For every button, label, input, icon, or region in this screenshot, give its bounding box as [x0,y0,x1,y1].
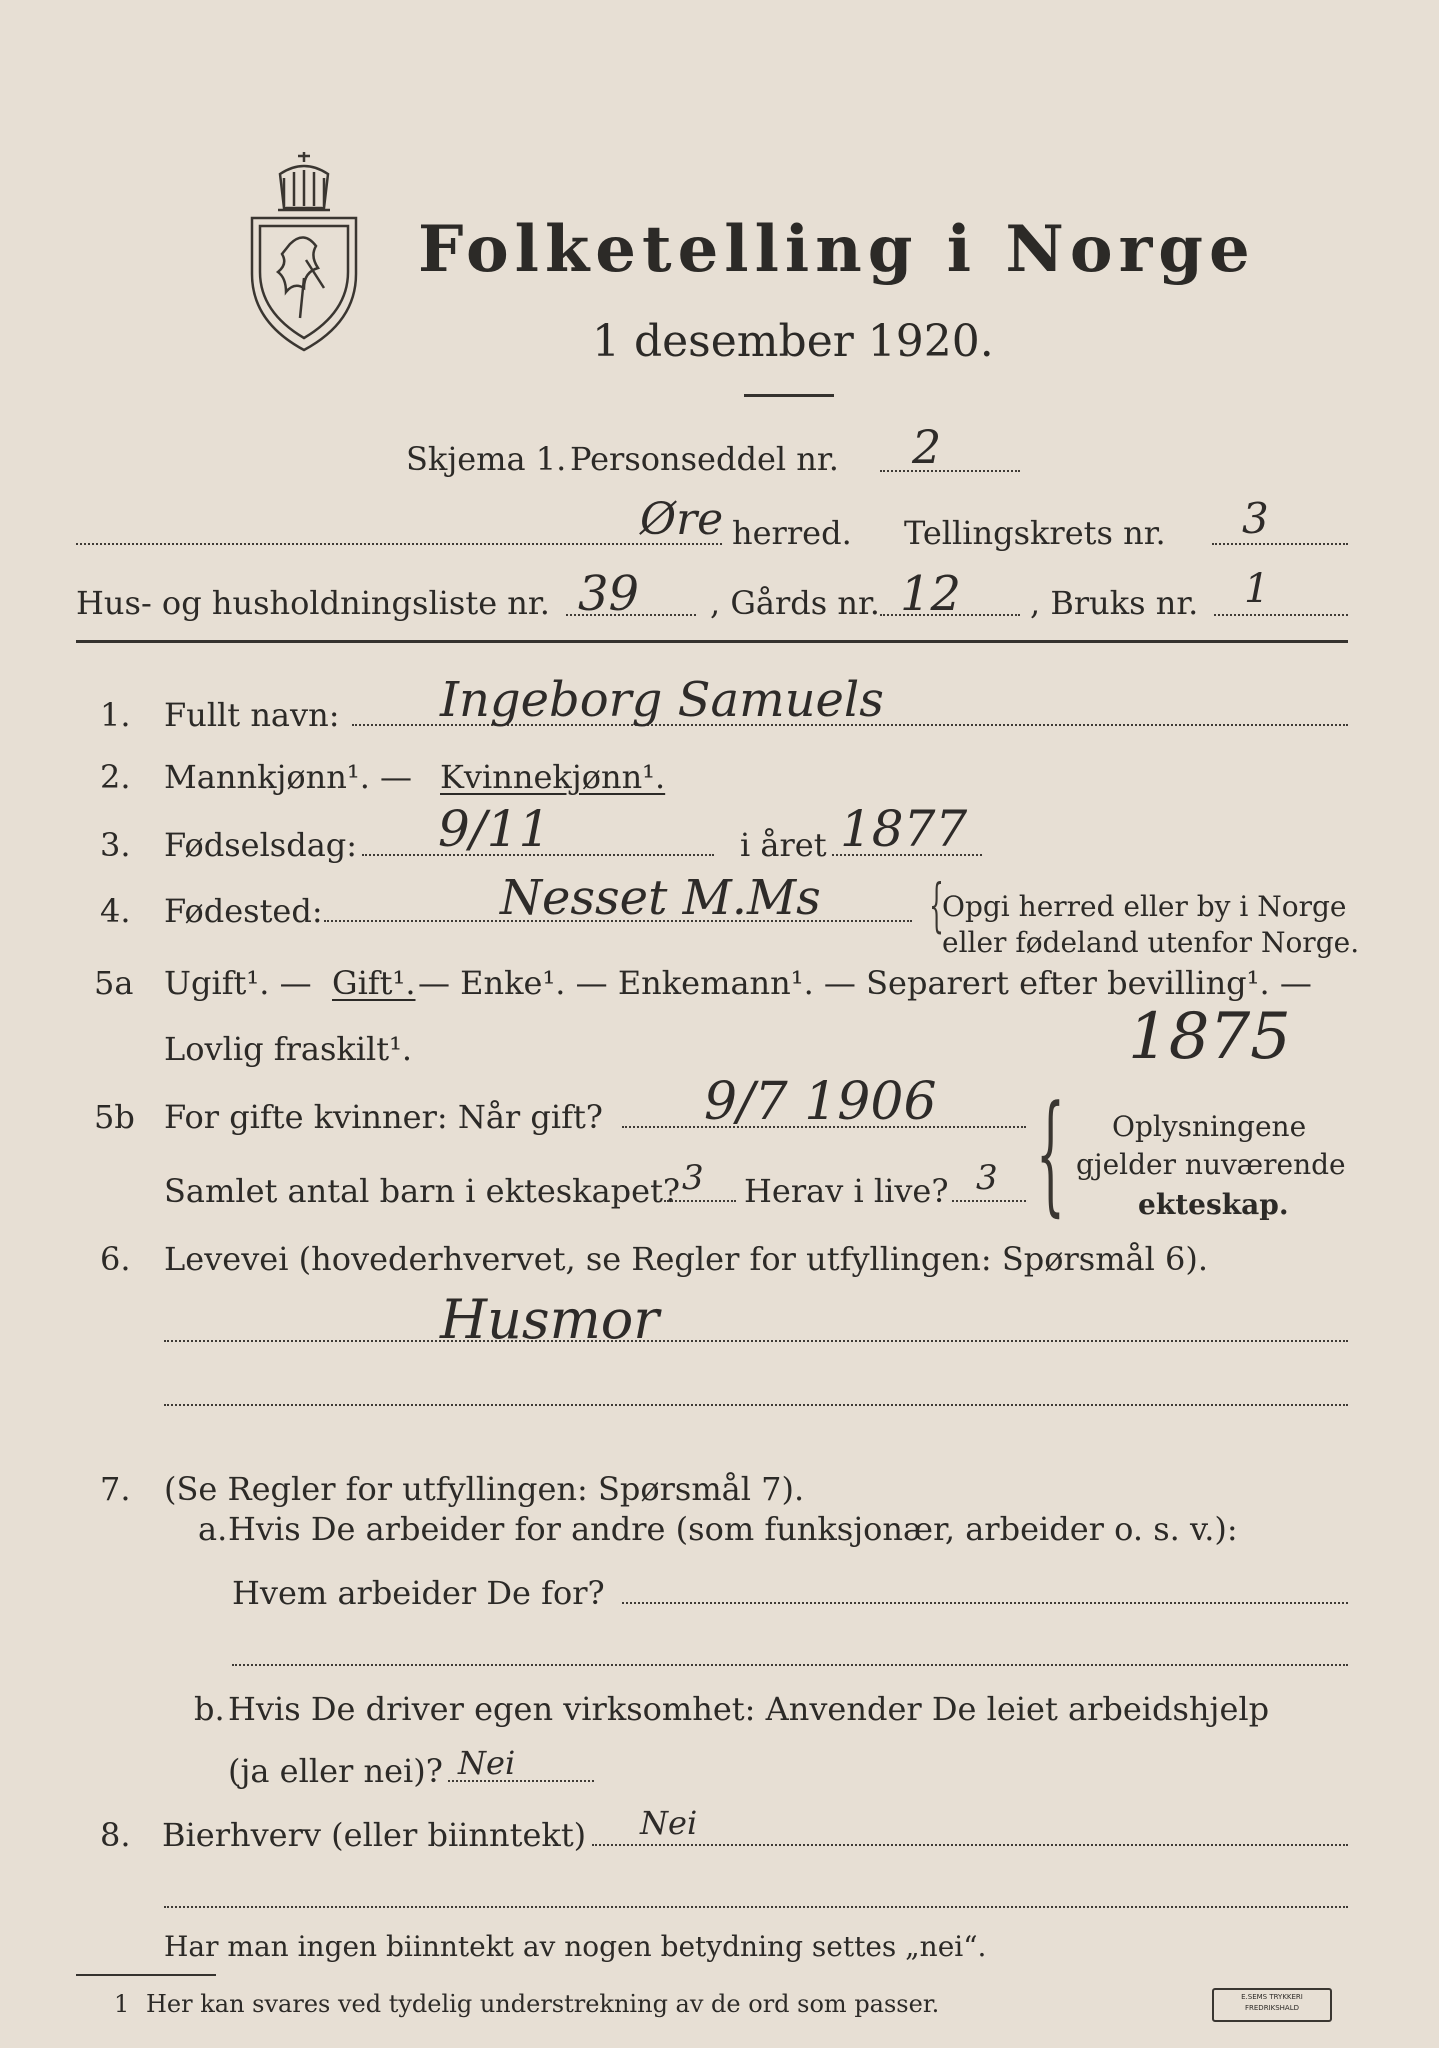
q4-note-line2: eller fødeland utenfor Norge. [942,926,1360,959]
header-separator [76,640,1348,643]
tellingskrets-value: 3 [1242,494,1269,543]
q1-value: Ingeborg Samuels [440,672,884,728]
printer-stamp [1212,1988,1332,2022]
q7-a-field-line [622,1602,1348,1604]
bruks-value: 1 [1244,566,1270,612]
q5b-note-brace: { [1036,1077,1065,1229]
q5b-value: 9/7 1906 [704,1072,937,1132]
q7-a-line2: Hvem arbeider De for? [232,1574,605,1612]
q8-value: Nei [640,1804,698,1842]
q7-number: 7. [100,1470,131,1508]
q3-year-value: 1877 [840,800,968,858]
q4-number: 4. [100,892,131,930]
q3-value: 9/11 [438,800,551,858]
bruks-field-line [1214,614,1348,616]
q5b-note-line3: ekteskap. [1138,1188,1289,1221]
q8-note: Har man ingen biinntekt av nogen betydning settes „nei“. [164,1930,987,1963]
q4-note-brace: { [929,871,944,939]
q5a-ugift: Ugift¹. — [164,964,312,1002]
q8-field-line [592,1844,1348,1846]
q5a-line2: Lovlig fraskilt¹. [164,1030,413,1068]
bruks-label: , Bruks nr. [1030,584,1199,622]
q4-note-line1: Opgi herred eller by i Norge [942,890,1347,923]
q7-b-line1: Hvis De driver egen virksomhet: Anvender De leiet arbeidshjelp [228,1690,1270,1728]
tellingskrets-label: Tellingskrets nr. [904,514,1166,552]
q7-a-field-line-2 [232,1664,1348,1666]
personseddel-label: Personseddel nr. [570,440,839,478]
q8-number: 8. [100,1816,131,1854]
q5b-children-value: 3 [682,1158,704,1198]
q5a-extra-value: 1875 [1128,1000,1291,1074]
husliste-value: 39 [578,566,640,622]
q1-label: Fullt navn: [164,696,340,734]
printer-stamp-line1: E.SEMS TRYKKERI [1241,1993,1303,2001]
q5a-number: 5a [94,964,134,1002]
herred-label: herred. [732,514,852,552]
document-date: 1 desember 1920. [592,316,994,367]
q5b-alive-label: Herav i live? [744,1172,949,1210]
q7-a-line1: Hvis De arbeider for andre (som funksjonær, arbeider o. s. v.): [228,1510,1238,1548]
personseddel-field-line [880,470,1020,472]
coat-of-arms-icon [244,148,364,354]
q3-label: Fødselsdag: [164,826,358,864]
q5b-alive-value: 3 [976,1158,998,1198]
schema-label: Skjema 1. [406,440,567,478]
footnote-separator [76,1974,216,1976]
q5b-note-line2: gjelder nuværende [1076,1148,1346,1181]
footnote-mark: 1 [114,1990,130,2018]
q5b-children-field-line [664,1200,736,1202]
husliste-label: Hus- og husholdningsliste nr. [76,584,550,622]
q7-b-line2: (ja eller nei)? [228,1752,443,1790]
q7-label: (Se Regler for utfyllingen: Spørsmål 7). [164,1470,805,1508]
tellingskrets-field-line [1212,543,1348,545]
document-title: Folketelling i Norge [418,212,1256,287]
q6-value: Husmor [440,1288,660,1351]
q3-year-label: i året [740,826,827,864]
q5b-note-line1: Oplysningene [1112,1110,1307,1143]
q7-a-letter: a. [198,1510,228,1548]
q2-female: Kvinnekjønn¹. [440,758,666,796]
gards-label: , Gårds nr. [710,584,880,622]
q5a-rest: — Enke¹. — Enkemann¹. — Separert efter bevilling¹. — [418,964,1312,1002]
q1-number: 1. [100,696,131,734]
q8-label: Bierhverv (eller biinntekt) [162,1816,587,1854]
q8-field-line-2 [164,1906,1348,1908]
q4-label: Fødested: [164,892,323,930]
herred-value: Øre [640,494,724,545]
q4-value: Nesset M.Ms [500,870,821,926]
q5a-gift: Gift¹. [332,964,416,1002]
gards-value: 12 [900,566,962,622]
q7-b-value: Nei [458,1744,516,1782]
printer-stamp-line2: FREDRIKSHALD [1244,2004,1299,2012]
herred-field-line [76,543,722,545]
q6-number: 6. [100,1240,131,1278]
footnote-text: Her kan svares ved tydelig understrekning av de ord som passer. [146,1990,940,2018]
q5b-children-label: Samlet antal barn i ekteskapet? [164,1172,681,1210]
q6-label: Levevei (hovederhvervet, se Regler for utfyllingen: Spørsmål 6). [164,1240,1209,1278]
q6-field-line-2 [164,1404,1348,1406]
q2-number: 2. [100,758,131,796]
q7-b-letter: b. [194,1690,225,1728]
q2-male: Mannkjønn¹. — [164,758,413,796]
q5b-number: 5b [94,1098,135,1136]
personseddel-value: 2 [912,420,942,474]
q5b-label: For gifte kvinner: Når gift? [164,1098,603,1136]
title-divider [744,394,834,397]
q6-field-line-1 [164,1340,1348,1342]
q3-number: 3. [100,826,131,864]
q5b-alive-field-line [952,1200,1026,1202]
